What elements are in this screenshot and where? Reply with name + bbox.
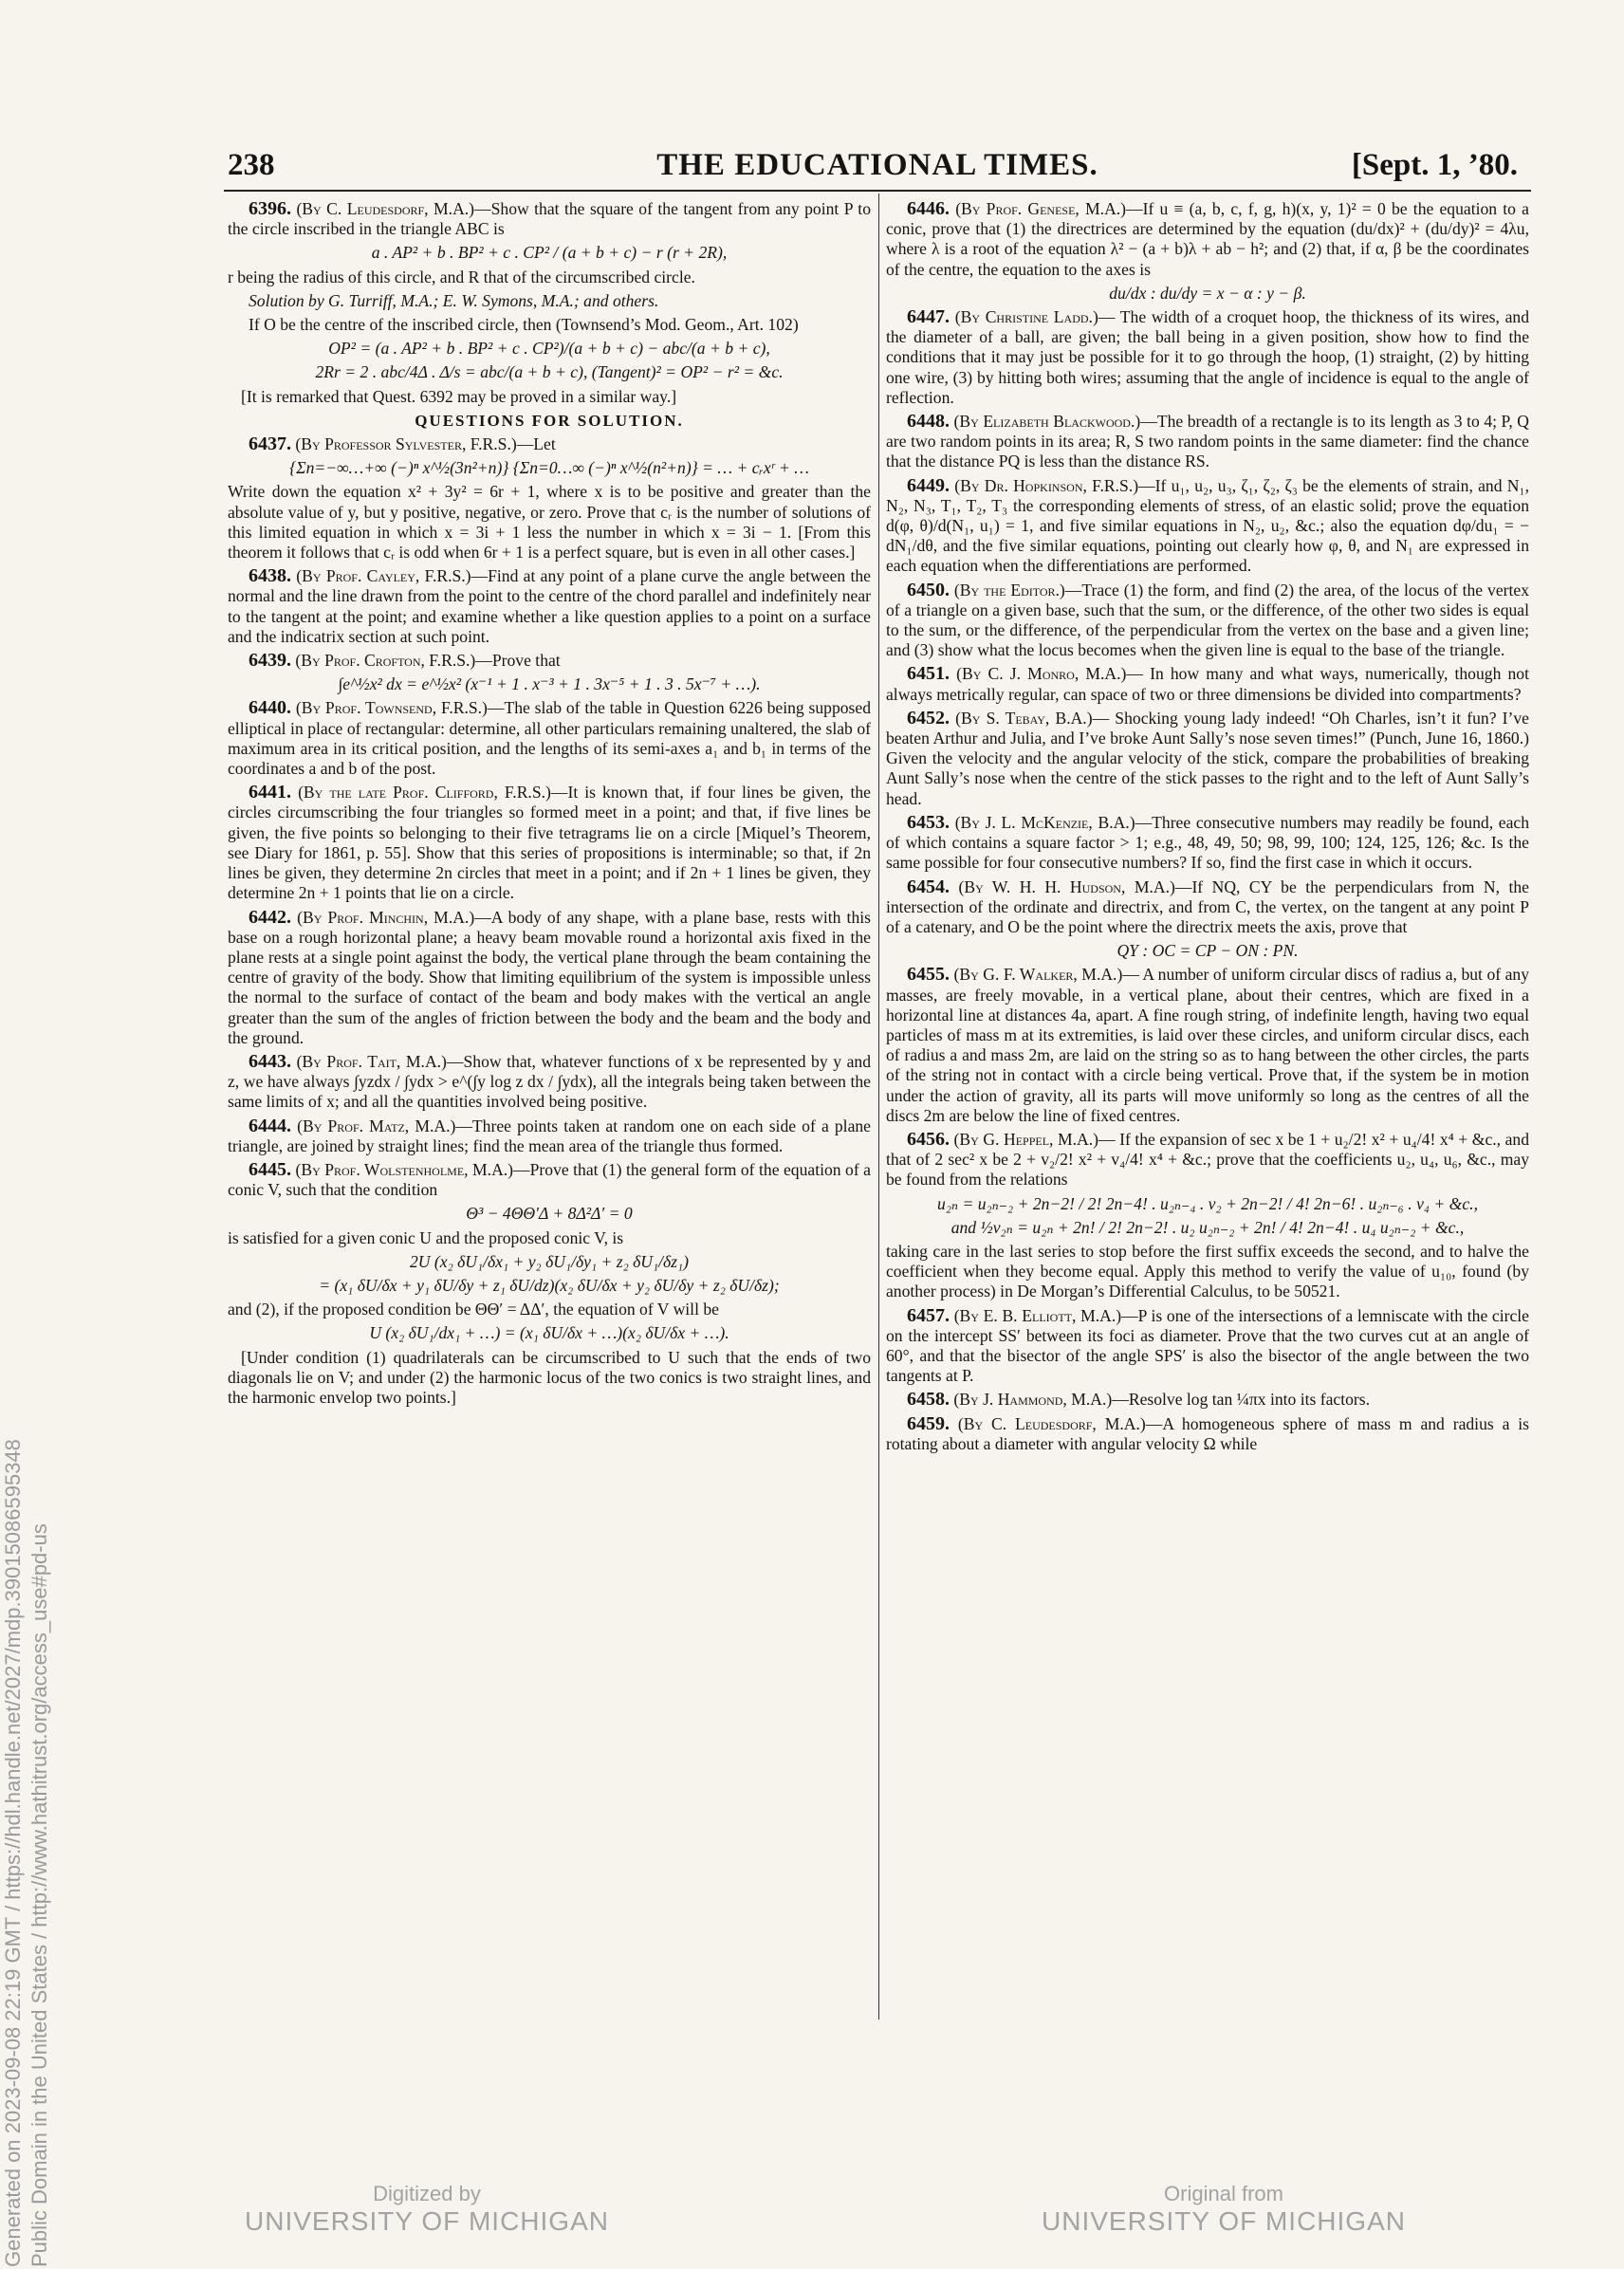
- header-rule: [224, 190, 1531, 192]
- question-6444: 6444. (By Prof. Matz, M.A.)—Three points taken at random one on each side of a plane triangle, are joined by straight lines; find the mean area of the triangle thus formed.: [228, 1115, 871, 1155]
- question-6396: 6396. (By C. Leudesdorf, M.A.)—Show that the square of the tangent from any point P to the circle inscribed in the triangle ABC is: [228, 199, 871, 239]
- paragraph: and (2), if the proposed condition be ΘΘ′ = ΔΔ′, the equation of V will be: [228, 1300, 719, 1319]
- question-6446: 6446. (By Prof. Genese, M.A.)—If u ≡ (a, b, c, f, g, h)(x, y, 1)² = 0 be the equation to a conic, prove that (1) the directrices are determined by the equation (du/dx)² + (du/dy)² = 4λu, where λ is a root of the equation λ² − (a + b)λ + ab − h²; and (2) that, if α, β be the coordinates of the centre, the equation to the axes is: [886, 199, 1529, 279]
- question-6453: 6453. (By J. L. McKenzie, B.A.)—Three consecutive numbers may readily be found, each of which contains a square factor > 1; e.g., 48, 49, 50; 98, 99, 100; 124, 125, 126; &c. Is the same possible for four consecutive numbers? If so, find the first case in which it occurs.: [886, 811, 1529, 873]
- digitized-by-credit: Digitized by UNIVERSITY OF MICHIGAN: [245, 2182, 609, 2236]
- equation: 2U (x₂ δU₁/δx₁ + y₂ δU₁/δy₁ + z₂ δU₁/δz₁): [410, 1251, 689, 1271]
- left-column: [228, 199, 871, 2020]
- paragraph: is satisfied for a given conic U and the proposed conic V, is: [228, 1227, 624, 1247]
- equation: 2Rr = 2 . abc/4Δ . Δ/s = abc/(a + b + c), (Tangent)² = OP² − r² = &c.: [315, 362, 784, 382]
- question-6450: 6450. (By the Editor.)—Trace (1) the form, and find (2) the area, of the locus of the vertex of a triangle on a given base, such that the sum, or the difference, of the other two sides is equal to the sum, or the difference, of the perpendicular from the vertex on the base and a given line; and (3) show what the locus becomes when the given line is equal to the base of the triangle.: [886, 579, 1529, 660]
- equation: {Σn=−∞…+∞ (−)ⁿ x^½(3n²+n)} {Σn=0…∞ (−)ⁿ x^½(n²+n)} = … + cᵣxʳ + …: [289, 458, 809, 478]
- page-header: [228, 142, 1527, 190]
- equation: du/dx : du/dy = x − α : y − β.: [1109, 283, 1306, 303]
- equation: OP² = (a . AP² + b . BP² + c . CP²)/(a + b + c) − abc/(a + b + c),: [328, 339, 770, 359]
- question-6441: 6441. (By the late Prof. Clifford, F.R.S.)—It is known that, if four lines be given, the circles circumscribing the four triangles so formed meet in a point; and that, if five lines be given, the five points so belonging to their five tetragrams lie on a circle [Miquel’s Theorem, see Diary for 1861, p. 55]. Show that this series of propositions is interminable; so that, if 2n lines be given, they determine 2n circles that meet in a point; and if 2n + 1 lines be given, they determine 2n + 1 points that lie on a circle.: [228, 782, 871, 903]
- equation: = (x₁ δU/δx + y₁ δU/δy + z₁ δU/dz)(x₂ δU/δx + y₂ δU/δy + z₂ δU/δz);: [319, 1275, 780, 1295]
- solution-heading: Solution by G. Turriff, M.A.; E. W. Symons, M.A.; and others.: [249, 290, 659, 310]
- question-6449: 6449. (By Dr. Hopkinson, F.R.S.)—If u₁, u₂, u₃, ζ₁, ζ₂, ζ₃ be the elements of strain, and N₁, N₂, N₃, T₁, T₂, T₃ the corresponding elements of stress, of an elastic solid; prove the equation d(φ, θ)/d(N₁, u₁) = 1, and five similar equations in N₂, u₂, &c.; also the equation dφ/du₁ = − dN₁/dθ, and the five similar equations, pointing out clearly how φ, θ, and N₁ are expressed in each equation when the differentiations are performed.: [886, 474, 1529, 576]
- question-6452: 6452. (By S. Tebay, B.A.)— Shocking young lady indeed! “Oh Charles, isn’t it fun? I’ve beaten Arthur and Julia, and I’ve broke Aunt Sally’s nose seven times!” (Punch, June 16, 1860.) Given the velocity and the angular velocity of the stick, compare the probabilities of breaking Aunt Sally’s nose when the centre of the stick passes to the right and to the left of Aunt Sally’s head.: [886, 707, 1529, 808]
- question-6459: 6459. (By C. Leudesdorf, M.A.)—A homogeneous sphere of mass m and radius a is rotating about a diameter with angular velocity Ω while: [886, 1412, 1529, 1453]
- paragraph: If O be the centre of the inscribed circle, then (Townsend’s Mod. Geom., Art. 102): [249, 315, 799, 335]
- right-column: [886, 199, 1529, 2020]
- remark: [It is remarked that Quest. 6392 may be proved in a similar way.]: [241, 386, 677, 406]
- equation: U (x₂ δU₁/dx₁ + …) = (x₁ δU/δx + …)(x₂ δU/δx + …).: [369, 1323, 729, 1343]
- equation: u₂ₙ = u₂ₙ₋₂ + 2n−2! / 2! 2n−4! . u₂ₙ₋₄ . v₂ + 2n−2! / 4! 2n−6! . u₂ₙ₋₆ . v₄ + &c.,: [937, 1193, 1478, 1213]
- generation-watermark: [0, 1252, 66, 2267]
- original-from-credit: Original from UNIVERSITY OF MICHIGAN: [1042, 2182, 1406, 2236]
- equation: and ½v₂ₙ = u₂ₙ + 2n! / 2! 2n−2! . u₂ u₂ₙ₋₂ + 2n! / 4! 2n−4! . u₄ u₂ₙ₋₂ + &c.,: [950, 1217, 1465, 1237]
- paragraph: r being the radius of this circle, and R that of the circumscribed circle.: [228, 267, 695, 286]
- question-6445: 6445. (By Prof. Wolstenholme, M.A.)—Prove that (1) the general form of the equation of a conic V, such that the condition: [228, 1158, 871, 1200]
- question-6451: 6451. (By C. J. Monro, M.A.)— In how many and what ways, numerically, though not always metrically regular, can space of two or three dimensions be divided into compartments?: [886, 663, 1529, 704]
- question-6437: 6437. (By Professor Sylvester, F.R.S.)—Let: [249, 434, 556, 455]
- equation: Θ³ − 4ΘΘ′Δ + 8Δ²Δ′ = 0: [466, 1204, 633, 1224]
- remark: [Under condition (1) quadrilaterals can be circumscribed to U such that the ends of two diagonals lie on V; and under (2) the harmonic locus of the two conics is two straight lines, and the harmonic envelop two points.]: [228, 1347, 871, 1407]
- section-heading: QUESTIONS FOR SOLUTION.: [415, 411, 684, 430]
- equation: ∫e^½x² dx = e^½x² (x⁻¹ + 1 . x⁻³ + 1 . 3x⁻⁵ + 1 . 3 . 5x⁻⁷ + …).: [338, 674, 761, 694]
- paragraph: Write down the equation x² + 3y² = 6r + 1, where x is to be positive and greater than the absolute value of y, but y positive, negative, or zero. Prove that cᵣ is the number of solutions of this limited equation in which x = 3i + 1 less the number in which x = 3i − 1. [From this theorem it follows that cᵣ is odd when 6r + 1 is a perfect square, but is even in all other cases.]: [228, 482, 871, 563]
- issue-date: [Sept. 1, ’80.: [1351, 148, 1518, 182]
- equation: QY : OC = CP − ON : PN.: [1116, 941, 1299, 961]
- question-6456: 6456. (By G. Heppel, M.A.)— If the expansion of sec x be 1 + u₂/2! x² + u₄/4! x⁴ + &c., and that of 2 sec² x be 2 + v₂/2! x² + v₄/4! x⁴ + &c.; prove that the coefficients u₂, u₄, u₆, &c., may be found from the relations: [886, 1128, 1529, 1190]
- question-6458: 6458. (By J. Hammond, M.A.)—Resolve log tan ¼πx into its factors.: [907, 1389, 1371, 1411]
- question-6440: 6440. (By Prof. Townsend, F.R.S.)—The slab of the table in Question 6226 being supposed elliptical in place of rectangular: determine, all other particulars remaining unaltered, the slab of maximum area in its critical position, and the lengths of its semi-axes a₁ and b₁ in terms of the coordinates a and b of the post.: [228, 697, 871, 779]
- watermark-line-2: Public Domain in the United States / http://www.hathitrust.org/access_use#pd-us: [28, 1523, 51, 2267]
- question-6455: 6455. (By G. F. Walker, M.A.)— A number of uniform circular discs of radius a, but of any masses, are freely movable, in a vertical plane, about their centres, which are fixed in a horizontal line at distances 4a, apart. A fine rough string, of indefinite length, having two equal particles of mass m at its extremities, is laid over these circles, and uniform circular discs, each of radius a and mass 2m, are laid on the string so as to hang between the other circles, the parts of the string not in contact with a circle being vertical. Prove that, if the system be in motion under the action of gravity, all its parts will move uniformly so long as the centres of all the discs 2m are below the line of fixed centres.: [886, 964, 1529, 1125]
- question-6447: 6447. (By Christine Ladd.)— The width of a croquet hoop, the thickness of its wires, and the diameter of a ball, are given; the ball being in a given position, show how to find the conditions that it may just be possible for it to go through the hoop, (1) straight, (2) by hitting one wire, (3) by hitting both wires; assuming that the angle of incidence is equal to the angle of reflection.: [886, 306, 1529, 407]
- question-6439: 6439. (By Prof. Crofton, F.R.S.)—Prove that: [249, 650, 561, 672]
- question-6457: 6457. (By E. B. Elliott, M.A.)—P is one of the intersections of a lemniscate with the circle on the intercept SS′ between its foci as diameter. Prove that the two curves cut at an angle of 60°, and that the bisector of the angle SPS′ is also the bisector of the angle between the two tangents at P.: [886, 1304, 1529, 1386]
- question-6448: 6448. (By Elizabeth Blackwood.)—The breadth of a rectangle is to its length as 3 to 4; P, Q are two random points in its area; R, S two random points in the same diameter: find the chance that the distance PQ is less than the distance RS.: [886, 411, 1529, 471]
- question-6454: 6454. (By W. H. H. Hudson, M.A.)—If NQ, CY be the perpendiculars from N, the intersection of the ordinate and directrix, and from C, the vertex, on the tangent at any point P of a catenary, and O be the point where the directrix meets the axis, prove that: [886, 876, 1529, 936]
- equation: a . AP² + b . BP² + c . CP² / (a + b + c) − r (r + 2R),: [371, 243, 728, 263]
- watermark-line-1: Generated on 2023-09-08 22:19 GMT / https://hdl.handle.net/2027/mdp.39015086595348: [1, 1439, 25, 2267]
- journal-title: THE EDUCATIONAL TIMES.: [656, 148, 1098, 182]
- question-6438: 6438. (By Prof. Cayley, F.R.S.)—Find at any point of a plane curve the angle between the normal and the line drawn from the point to the centre of the chord parallel and indefinitely near to the tangent at the point; and examine whether a like question applies to a point on a surface and the indicatrix section at such point.: [228, 565, 871, 646]
- question-6443: 6443. (By Prof. Tait, M.A.)—Show that, whatever functions of x be represented by y and z, we have always ∫yzdx / ∫ydx > e^(∫y log z dx / ∫ydx), all the integrals being taken between the same limits of x; and all the quantities involved being positive.: [228, 1050, 871, 1112]
- paragraph: taking care in the last series to stop before the first suffix exceeds the second, and to halve the coefficient when they become equal. Apply this method to verify the value of u₁₀, found (by another process) in De Morgan’s Differential Calculus, to be 50521.: [886, 1241, 1529, 1301]
- question-6442: 6442. (By Prof. Minchin, M.A.)—A body of any shape, with a plane base, rests with this base on a rough horizontal plane; a heavy beam movable round a horizontal axis fixed in the plane rests at a single point against the body, the vertical plane through the beam containing the centre of gravity of the body. Show that limiting equilibrium of the system is impossible unless the normal to the surface of contact of the beam and body makes with the vertical an angle greater than the sum of the angles of friction between the body and the beam and the body and the ground.: [228, 906, 871, 1047]
- column-divider: [878, 194, 879, 2020]
- page-number: 238: [228, 148, 275, 182]
